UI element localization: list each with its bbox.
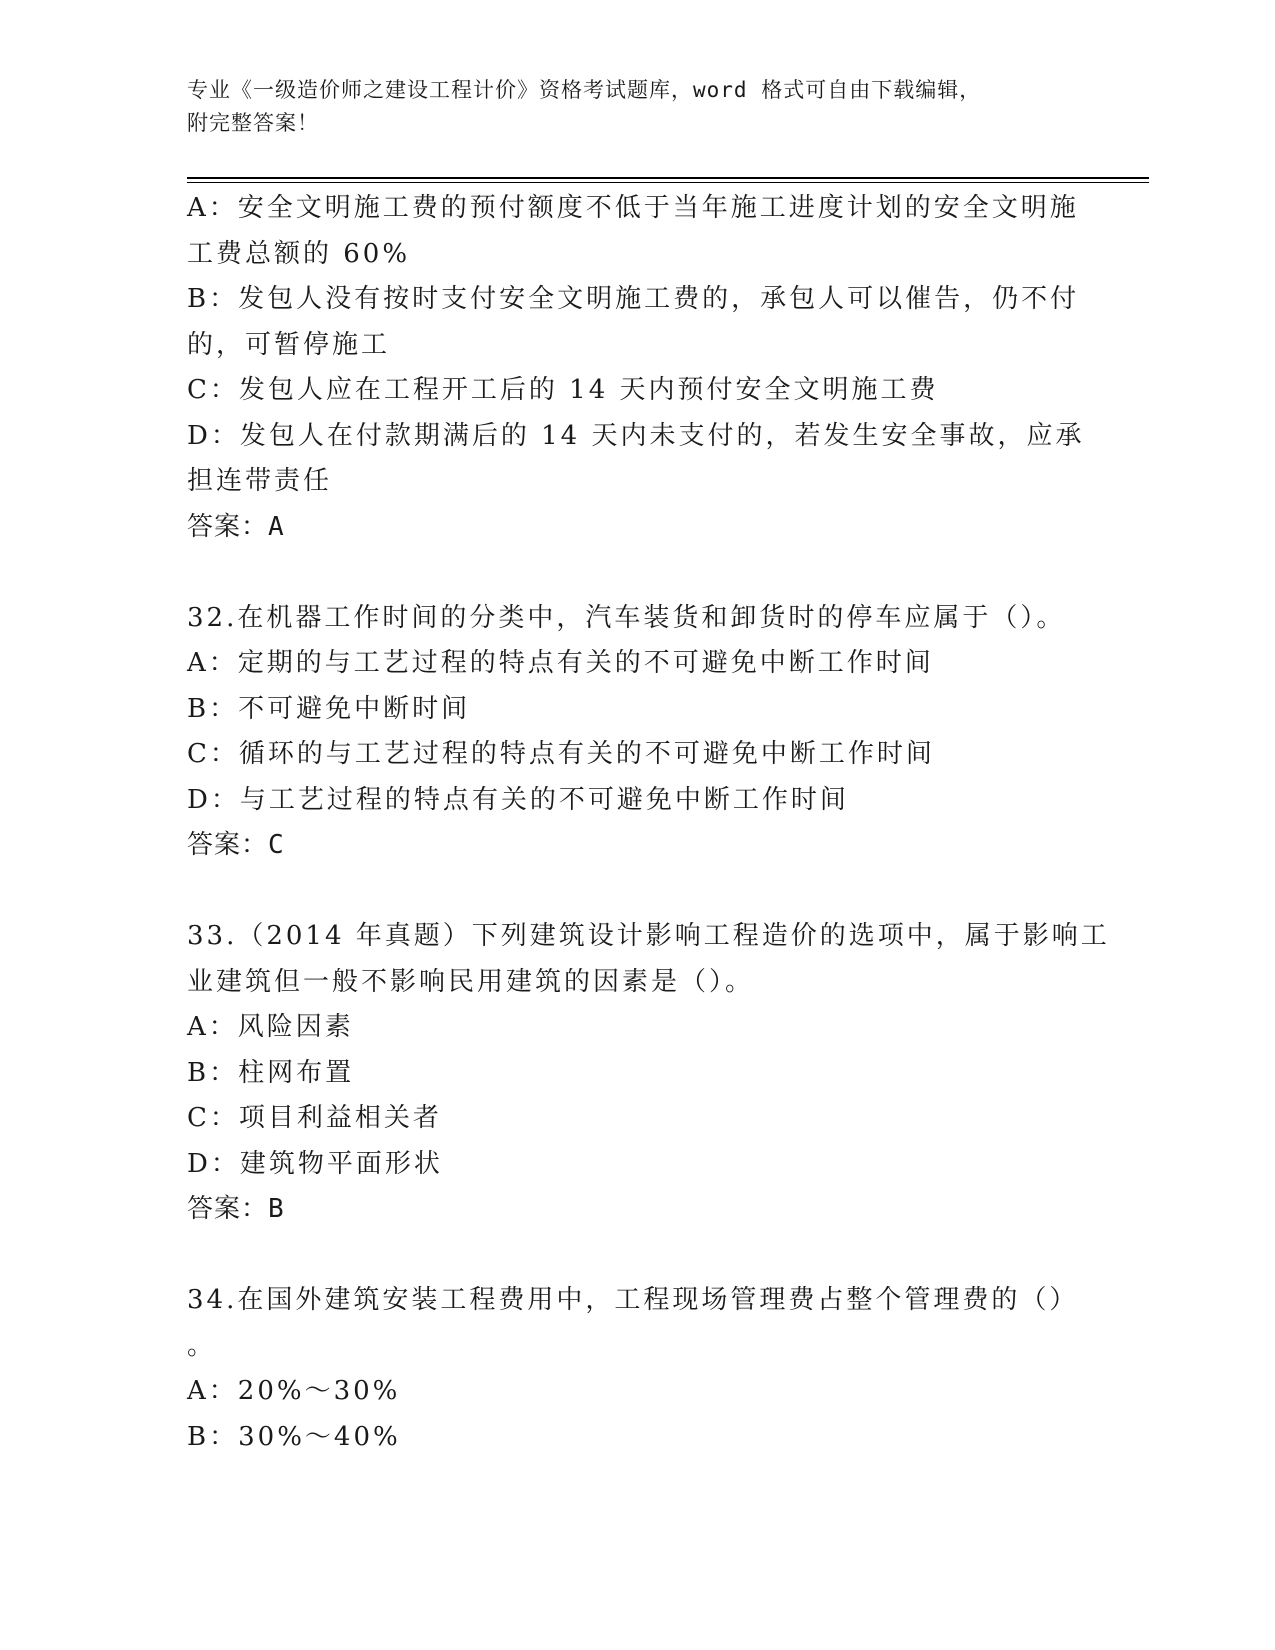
header-line-1: 专业《一级造价师之建设工程计价》资格考试题库，word 格式可自由下载编辑， xyxy=(187,78,982,102)
question-33-stem-line-1: 33.（2014 年真题）下列建筑设计影响工程造价的选项中，属于影响工 xyxy=(187,921,1110,951)
option-a-line-2: 工费总额的 60% xyxy=(187,238,411,269)
spacer xyxy=(187,1233,1087,1279)
spacer xyxy=(187,550,1087,596)
option-b-line-1: B：发包人没有按时支付安全文明施工费的，承包人可以催告，仍不付 xyxy=(187,284,1080,314)
header-divider-thin xyxy=(187,182,1149,183)
question-31-options xyxy=(187,186,1087,550)
option-d: D：与工艺过程的特点有关的不可避免中断工作时间 xyxy=(187,784,849,815)
option-b: B：柱网布置 xyxy=(187,1057,355,1088)
question-33-stem-line-2: 业建筑但一般不影响民用建筑的因素是（）。 xyxy=(187,966,755,997)
option-d-line-1: D：发包人在付款期满后的 14 天内未支付的，若发生安全事故，应承 xyxy=(187,420,1085,451)
option-d-line-2: 担连带责任 xyxy=(187,466,333,496)
answer-32: 答案：C xyxy=(187,830,285,860)
question-34 xyxy=(187,1278,1087,1460)
option-b: B：30%～40% xyxy=(187,1421,401,1452)
question-32 xyxy=(187,596,1087,869)
question-content xyxy=(187,186,1110,1460)
question-34-stem-line-2: 。 xyxy=(187,1330,217,1361)
header-line-2: 附完整答案！ xyxy=(187,111,319,135)
option-b: B：不可避免中断时间 xyxy=(187,693,471,724)
option-a-line-1: A：安全文明施工费的预付额度不低于当年施工进度计划的安全文明施 xyxy=(187,193,1079,223)
document-header xyxy=(187,74,1087,140)
option-b-line-2: 的，可暂停施工 xyxy=(187,329,391,360)
question-33 xyxy=(187,914,1110,1233)
question-32-stem: 32.在机器工作时间的分类中，汽车装货和卸货时的停车应属于（）。 xyxy=(187,602,1066,633)
question-34-stem-line-1: 34.在国外建筑安装工程费用中，工程现场管理费占整个管理费的（） xyxy=(187,1285,1079,1315)
option-d: D：建筑物平面形状 xyxy=(187,1148,443,1179)
answer-33: 答案：B xyxy=(187,1194,285,1224)
option-c: C：循环的与工艺过程的特点有关的不可避免中断工作时间 xyxy=(187,739,935,769)
option-a: A：风险因素 xyxy=(187,1012,354,1042)
option-a: A：20%～30% xyxy=(187,1376,401,1406)
option-a: A：定期的与工艺过程的特点有关的不可避免中断工作时间 xyxy=(187,648,934,678)
header-divider-thick xyxy=(187,177,1149,179)
option-c: C：发包人应在工程开工后的 14 天内预付安全文明施工费 xyxy=(187,375,939,405)
answer-31: 答案：A xyxy=(187,511,285,542)
option-c: C：项目利益相关者 xyxy=(187,1103,442,1133)
spacer xyxy=(187,869,1087,915)
